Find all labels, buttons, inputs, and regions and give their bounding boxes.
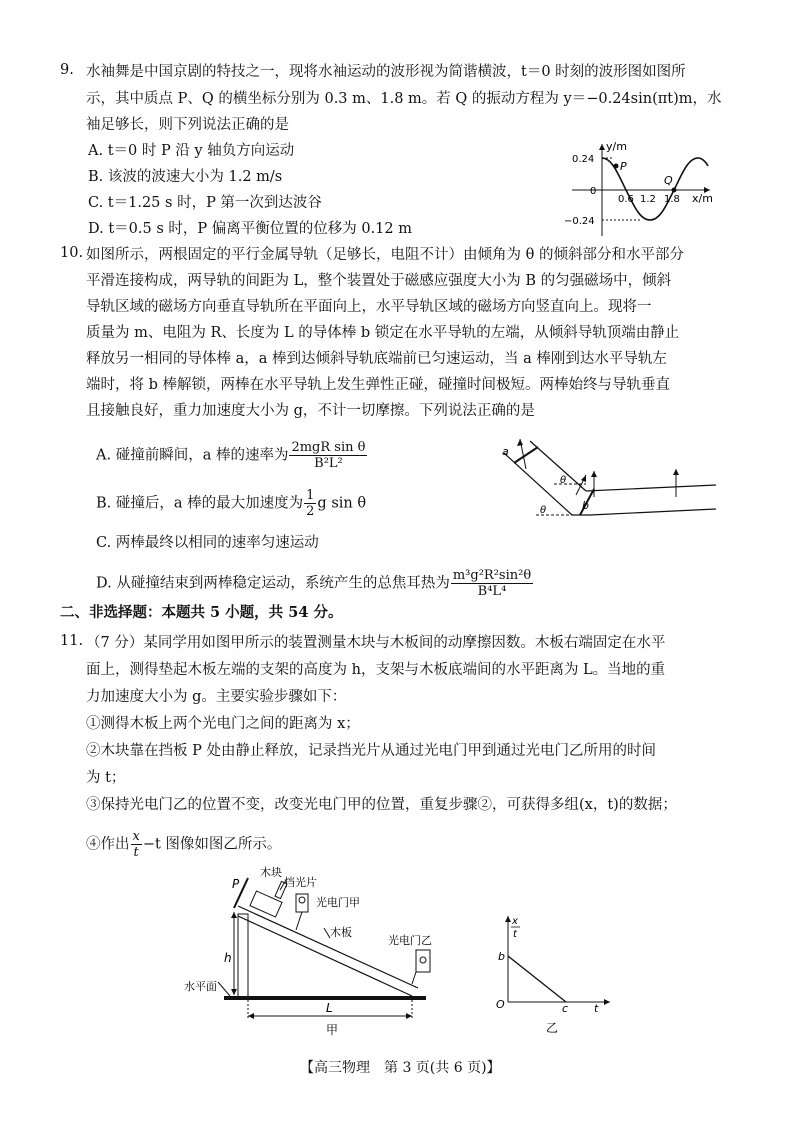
rod-a — [514, 447, 538, 463]
q9-wave-graph — [560, 138, 720, 238]
q11-step4-text: ④作出 — [86, 836, 130, 853]
q10-option-d-numerator: m³g²R²sin²θ — [452, 568, 532, 583]
label-c-intercept: c — [562, 1002, 569, 1015]
x-tick-1: 0.6 — [618, 194, 634, 205]
label-l: L — [326, 1001, 333, 1015]
origin-label: 0 — [590, 186, 597, 197]
q11-step3: ③保持光电门乙的位置不变，改变光电门甲的位置，重复步骤②，可获得多组(x，t)的数据； — [86, 797, 677, 813]
figure-caption-jia: 甲 — [326, 1023, 339, 1037]
q11-step2-line2: 为 t； — [86, 770, 126, 786]
q11-step4-fraction — [131, 829, 142, 860]
q9-stem-line2: 示，其中质点 P、Q 的横坐标分别为 0.3 m、1.8 m。若 Q 的振动方程为 y＝−0.24sin(πt)m，水 — [86, 91, 722, 107]
q10-option-d-fraction — [451, 568, 533, 599]
q10-option-d-text: D. 从碰撞结束到两棒稳定运动，系统产生的总焦耳热为 — [96, 575, 450, 592]
q11-number: 11. — [60, 633, 84, 649]
label-h: h — [224, 951, 232, 965]
q10-option-b-tail: g sin θ — [317, 495, 367, 512]
q11-step4-tail: −t 图像如图乙所示。 — [142, 836, 282, 853]
section-2-heading: 二、非选择题：本题共 5 小题，共 54 分。 — [60, 604, 343, 621]
q10-stem-line6: 端时，将 b 棒解锁，两棒在水平导轨上发生弹性正碰，碰撞时间极短。两棒始终与导轨垂直 — [86, 377, 670, 393]
label-origin: O — [496, 998, 505, 1011]
label-p: P — [232, 877, 240, 891]
label-ground: 水平面 — [184, 980, 217, 993]
q10-option-b-fraction — [304, 488, 316, 519]
q-label: Q — [664, 174, 673, 187]
y-axis-label: y/m — [606, 140, 627, 153]
y-tick-bottom: −0.24 — [564, 216, 595, 227]
label-theta-bottom: θ — [540, 505, 547, 516]
q9-option-d: D. t＝0.5 s 时，P 偏离平衡位置的位移为 0.12 m — [88, 221, 412, 237]
q10-option-b — [96, 488, 366, 519]
q9-stem-line3: 袖足够长，则下列说法正确的是 — [86, 117, 289, 133]
q10-stem-line3: 导轨区域的磁场方向垂直导轨所在平面向上，水平导轨区域的磁场方向竖直向上。现将一 — [86, 299, 652, 315]
q11-step1: ①测得木板上两个光电门之间的距离为 x； — [86, 716, 360, 732]
q9-number: 9. — [60, 62, 74, 78]
x-axis-label: x/m — [692, 192, 713, 205]
y-label-den: t — [513, 929, 517, 940]
q9-option-c: C. t＝1.25 s 时，P 第一次到达波谷 — [88, 195, 322, 211]
label-theta-top: θ — [560, 475, 567, 486]
q10-option-a-numerator: 2mgR sin θ — [291, 440, 366, 455]
q10-number: 10. — [60, 245, 84, 261]
y-label-num: x — [512, 916, 518, 927]
label-b: b — [582, 499, 589, 512]
p-label: P — [620, 160, 627, 173]
q10-stem-line1: 如图所示，两根固定的平行金属导轨（足够长，电阻不计）由倾角为 θ 的倾斜部分和水平部分 — [86, 247, 684, 263]
page-footer: 【高三物理 第 3 页(共 6 页)】 — [300, 1060, 501, 1076]
y-tick-top: 0.24 — [572, 154, 595, 165]
label-gate-b: 光电门乙 — [388, 934, 432, 947]
q11-stem-line1: （7 分）某同学用如图甲所示的装置测量木块与木板间的动摩擦因数。木板右端固定在水平 — [86, 635, 666, 651]
q10-option-a-text: A. 碰撞前瞬间，a 棒的速率为 — [96, 447, 289, 464]
label-block: 木块 — [260, 866, 282, 879]
graph-line — [508, 956, 566, 1002]
label-a: a — [502, 445, 509, 458]
x-tick-2: 1.2 — [640, 194, 656, 205]
q10-option-d-denominator: B⁴L⁴ — [477, 584, 507, 599]
q10-option-b-numerator: 1 — [306, 488, 315, 503]
x-tick-3: 1.8 — [664, 194, 680, 205]
q10-option-d — [96, 568, 534, 599]
point-p — [614, 164, 619, 169]
label-shutter: 挡光片 — [284, 876, 317, 889]
q10-option-a — [96, 440, 368, 471]
label-board: 木板 — [330, 926, 352, 939]
q11-step2-line1: ②木块靠在挡板 P 处由静止释放，记录挡光片从通过光电门甲到通过光电门乙所用的时间 — [86, 743, 656, 759]
q10-option-b-denominator: 2 — [306, 504, 315, 519]
q10-stem-line4: 质量为 m、电阻为 R、长度为 L 的导体棒 b 锁定在水平导轨的左端，从倾斜导轨顶端由静止 — [86, 325, 680, 341]
q11-apparatus-figure — [180, 860, 440, 1040]
q10-stem-line5: 释放另一相同的导体棒 a，a 棒到达倾斜导轨底端前已匀速运动，当 a 棒刚到达水平导轨左 — [86, 351, 667, 367]
q9-option-a: A. t＝0 时 P 沿 y 轴负方向运动 — [88, 143, 295, 159]
label-t-axis: t — [594, 1002, 599, 1015]
q10-option-a-denominator: B²L² — [314, 456, 343, 471]
q11-stem-line3: 力加速度大小为 g。主要实验步骤如下： — [86, 689, 347, 705]
gate-b — [416, 950, 430, 972]
point-q — [672, 188, 677, 193]
q10-option-c: C. 两棒最终以相同的速率匀速运动 — [96, 535, 319, 551]
q11-step4-denominator: t — [133, 845, 139, 860]
q10-stem-line2: 平滑连接构成，两导轨的间距为 L，整个装置处于磁感应强度大小为 B 的匀强磁场中，倾斜 — [86, 273, 672, 289]
label-b-intercept: b — [498, 950, 505, 963]
label-gate-a: 光电门甲 — [316, 896, 360, 909]
q11-step4 — [86, 829, 281, 860]
q11-xt-t-graph — [490, 912, 620, 1036]
q10-rail-diagram — [490, 435, 720, 525]
q10-option-a-fraction — [289, 440, 367, 471]
q10-option-b-text: B. 碰撞后，a 棒的最大加速度为 — [96, 495, 304, 512]
q11-stem-line2: 面上，测得垫起木板左端的支架的高度为 h，支架与木板底端间的水平距离为 L。当地的重 — [86, 662, 666, 678]
q9-option-b: B. 该波的波速大小为 1.2 m/s — [88, 169, 283, 185]
figure-caption-yi: 乙 — [546, 1021, 559, 1035]
q9-stem-line1: 水袖舞是中国京剧的特技之一，现将水袖运动的波形视为简谐横波，t＝0 时刻的波形图如图所 — [86, 64, 686, 80]
q11-step4-numerator: x — [132, 829, 140, 844]
q10-stem-line7: 且接触良好，重力加速度大小为 g，不计一切摩擦。下列说法正确的是 — [86, 403, 535, 419]
